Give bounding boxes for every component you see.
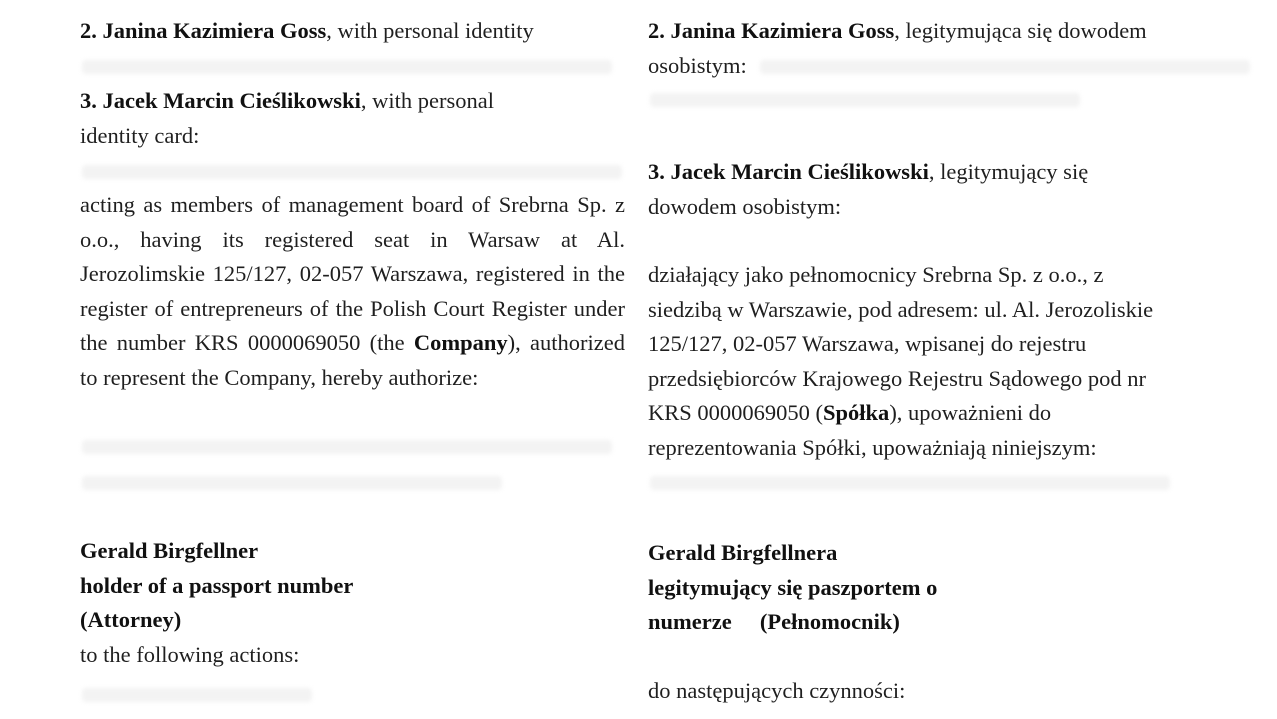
pl-attorney-name: Gerald Birgfellnera	[648, 540, 838, 565]
faint-trace	[82, 440, 612, 454]
en-attorney-block	[80, 534, 625, 672]
en-attorney-passport: holder of a passport number	[80, 572, 354, 598]
en-actions-label: to the following actions:	[80, 641, 300, 667]
pl-attorney-role: (Pełnomocnik)	[759, 609, 900, 635]
pl-company-term: Spółka	[823, 400, 890, 426]
pl-actions-label: do następujących czynności:	[648, 678, 906, 703]
pl-acting-paragraph: działający jako pełnomocnicy Srebrna Sp. z o.o., z siedzibą w Warszawie, pod adresem: ul. Al. Jerozoliskie 125/127, 02-057 Warszawa, wpisanej do rejestru przedsiębiorców Krajowego Rejestru Sądowego pod nr KRS 0000069050 (Spółka), upoważnieni do reprezentowania Spółki, upoważniają niniejszym:	[648, 262, 1154, 460]
en-member-3-name: 3. Jacek Marcin Cieślikowski	[80, 88, 361, 113]
faint-trace	[650, 93, 1080, 107]
pl-attorney-passport: legitymujący się paszportem o	[648, 574, 938, 600]
en-member-2-name: 2. Janina Kazimiera Goss	[80, 18, 327, 43]
en-attorney-role: (Attorney)	[80, 607, 182, 633]
faint-trace	[82, 688, 312, 702]
pl-member-2: 2. Janina Kazimiera Goss, legitymująca się dowodem osobistym:	[648, 18, 1147, 78]
pl-attorney-block	[648, 536, 1248, 640]
en-member-2: 2. Janina Kazimiera Goss, with personal identity	[80, 18, 534, 43]
faint-trace	[82, 165, 622, 179]
en-attorney-name: Gerald Birgfellner	[80, 538, 259, 563]
faint-trace	[82, 60, 612, 74]
pl-attorney-number: numerze	[648, 609, 732, 635]
faint-trace	[650, 476, 1170, 490]
en-member-3: 3. Jacek Marcin Cieślikowski, with personal identity card:	[80, 88, 494, 148]
faint-trace	[82, 476, 502, 490]
en-acting-paragraph: acting as members of management board of Srebrna Sp. z o.o., having its registered seat in Warsaw at Al. Jerozolimskie 125/127, 02-057 Warszawa, registered in the register of entrepreneurs of the Polish Court Register under the number KRS 0000069050 (the Company), authorized to represent the Company, hereby authorize:	[80, 192, 626, 390]
pl-member-3: 3. Jacek Marcin Cieślikowski, legitymujący się dowodem osobistym:	[648, 159, 1089, 219]
en-company-term: Company	[413, 330, 508, 356]
pl-member-2-name: 2. Janina Kazimiera Goss	[648, 18, 895, 43]
pl-member-3-name: 3. Jacek Marcin Cieślikowski	[648, 159, 929, 184]
